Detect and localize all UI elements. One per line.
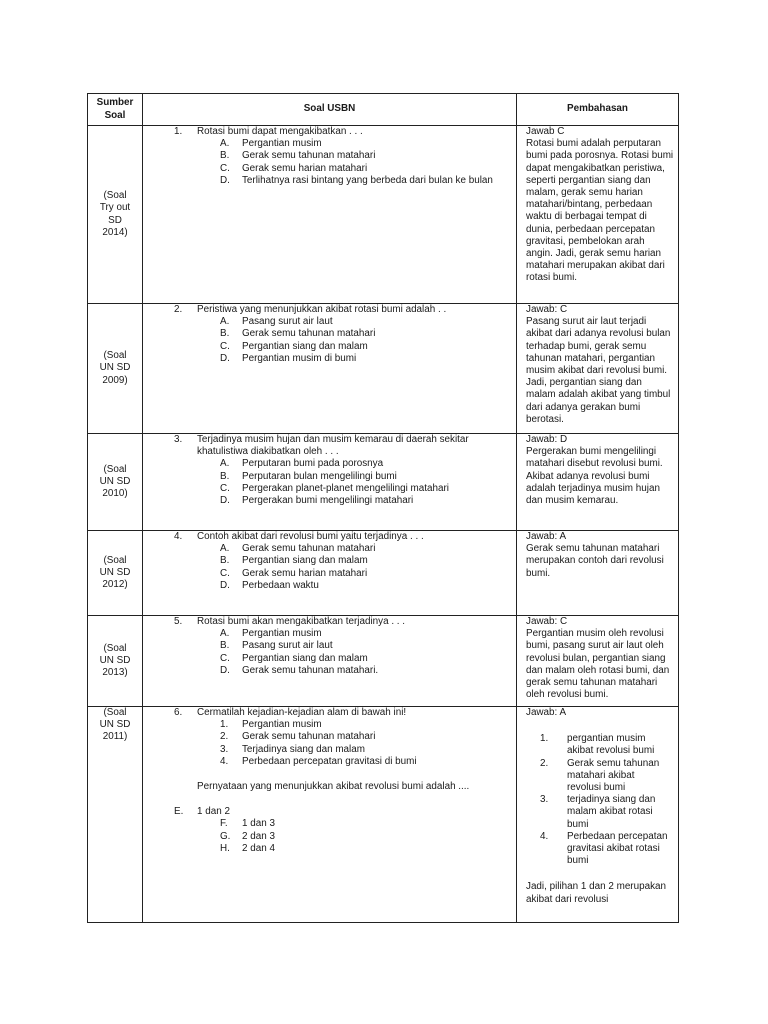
question-text: Rotasi bumi dapat mengakibatkan . . .	[197, 126, 363, 137]
event-text: Pergantian musim	[242, 719, 322, 731]
option-text: 1 dan 2	[197, 806, 230, 818]
explanation-text: Rotasi bumi adalah perputaran bumi pada porosnya. Rotasi bumi dapat mengakibatkan peristiwa, seperti pergantian siang dan malam, gerak semu harian matahari/bintang, perbedaan waktu di berbagai tempat di dunia, perbedaan percepatan gravitasi, pembelokan arah angin. Jadi, gerak semu harian matahari merupakan akibat dari rotasi bumi.	[526, 138, 674, 284]
question-table	[87, 93, 679, 923]
header-discussion: Pembahasan	[517, 94, 679, 126]
table-row	[88, 616, 679, 707]
option-text: Pergerakan bumi mengelilingi matahari	[242, 495, 414, 507]
option-text: Gerak semu tahunan matahari.	[242, 664, 379, 676]
question-number: 3.	[174, 434, 183, 445]
explanation-list	[526, 733, 674, 867]
answer-label: Jawab: C	[526, 304, 568, 315]
question-cell: 4. Contoh akibat dari revolusi bumi yaitu terjadinya . . . A. Gerak semu tahunan matahari B. Pergantian siang dan malam C. Gerak semu harian matahari D. Perbedaan waktu	[143, 531, 517, 616]
option-text: Pergantian siang dan malam	[242, 555, 368, 567]
option-text: Pergantian musim	[242, 138, 322, 150]
question-text: Terjadinya musim hujan dan musim kemarau di daerah sekitar	[197, 434, 469, 445]
question-cell: 2. Peristiwa yang menunjukkan akibat rotasi bumi adalah . . A. Pasang surut air laut B. Gerak semu tahunan matahari C. Pergantian siang dan malam D. Pergantian musim di bumi	[143, 304, 517, 434]
discussion-cell	[517, 616, 679, 707]
discussion-cell	[517, 434, 679, 531]
source-cell: (Soal UN SD 2011)	[88, 707, 143, 923]
conclusion-text: Jadi, pilihan 1 dan 2 merupakan akibat dari revolusi	[526, 881, 666, 905]
list-item: 4. Perbedaan percepatan gravitasi akibat rotasi bumi	[540, 830, 668, 867]
question-cell: 5. Rotasi bumi akan mengakibatkan terjadinya . . . A. Pergantian musim B. Pasang surut air laut C. Pergantian siang dan malam D. Gerak semu tahunan matahari.	[143, 616, 517, 707]
statement-text: Pernyataan yang menunjukkan akibat revolusi bumi adalah ....	[197, 781, 470, 793]
header-source: Sumber Soal	[88, 94, 143, 126]
question-cell: 1. Rotasi bumi dapat mengakibatkan . . . A. Pergantian musim B. Gerak semu tahunan matahari C. Gerak semu harian matahari D. Terlihatnya rasi bintang yang berbeda dari bulan ke bulan	[143, 126, 517, 304]
question-cell: 3. Terjadinya musim hujan dan musim kemarau di daerah sekitar khatulistiwa diakibatkan oleh . . . A. Perputaran bumi pada porosnya B. Perputaran bulan mengelilingi bumi C. Pergerakan planet-planet mengelilingi matahari D. Pergerakan bumi mengelilingi matahari	[143, 434, 517, 531]
question-number: 5.	[174, 616, 183, 627]
option-text: Gerak semu tahunan matahari	[242, 150, 376, 162]
answer-label: Jawab: C	[526, 616, 568, 627]
question-number: 6.	[174, 707, 183, 718]
option-text: Perputaran bumi pada porosnya	[242, 458, 384, 470]
table-row	[88, 434, 679, 531]
question-number: 2.	[174, 304, 183, 315]
option-text: Gerak semu tahunan matahari	[242, 543, 376, 555]
list-item: 2. Gerak semu tahunan matahari akibat revolusi bumi	[540, 757, 660, 794]
option-text: Gerak semu tahunan matahari	[242, 328, 376, 340]
answer-label: Jawab: A	[526, 707, 567, 718]
explanation-text: Pergerakan bumi mengelilingi matahari disebut revolusi bumi. Akibat adanya revolusi bumi adalah terjadinya musim hujan dan musim kemarau.	[526, 446, 663, 507]
option-text: Terlihatnya rasi bintang yang berbeda dari bulan ke bulan	[242, 174, 493, 186]
option-text: Perputaran bulan mengelilingi bumi	[242, 470, 397, 482]
question-number: 4.	[174, 531, 183, 542]
event-text: Perbedaan percepatan gravitasi di bumi	[242, 755, 417, 767]
question-text: Peristiwa yang menunjukkan akibat rotasi bumi adalah . .	[197, 304, 447, 315]
list-item: 1. pergantian musim akibat revolusi bumi	[540, 733, 655, 757]
question-text: Rotasi bumi akan mengakibatkan terjadinya . . .	[197, 616, 406, 627]
option-text: 1 dan 3	[242, 818, 275, 830]
option-text: Pergantian siang dan malam	[242, 652, 368, 664]
table-row	[88, 531, 679, 616]
table-row	[88, 304, 679, 434]
event-text: Gerak semu tahunan matahari	[242, 731, 376, 743]
table-row	[88, 126, 679, 304]
source-cell: (Soal UN SD 2013)	[88, 616, 143, 707]
option-text: Pasang surut air laut	[242, 640, 333, 652]
discussion-cell	[517, 304, 679, 434]
option-text: Pergantian siang dan malam	[242, 340, 368, 352]
option-text: Pergerakan planet-planet mengelilingi matahari	[242, 482, 449, 494]
answer-label: Jawab: D	[526, 434, 568, 445]
table-header-row	[88, 94, 679, 126]
option-text: Gerak semu harian matahari	[242, 567, 368, 579]
source-cell: (Soal UN SD 2012)	[88, 531, 143, 616]
discussion-cell	[517, 531, 679, 616]
option-text: Pergantian musim	[242, 628, 322, 640]
answer-label: Jawab: A	[526, 531, 567, 542]
explanation-text: Pasang surut air laut terjadi akibat dari adanya revolusi bulan terhadap bumi, gerak semu tahunan matahari, pergantian musim akibat dari revolusi bumi. Jadi, pergantian siang dan malam adalah akibat yang timbul dari adanya gerakan bumi berotasi.	[526, 316, 671, 425]
source-cell: (Soal UN SD 2009)	[88, 304, 143, 434]
discussion-cell	[517, 707, 679, 923]
table-row	[88, 707, 679, 923]
explanation-text: Gerak semu tahunan matahari merupakan contoh dari revolusi bumi.	[526, 543, 664, 579]
discussion-cell	[517, 126, 679, 304]
answer-label: Jawab C	[526, 126, 565, 137]
option-text: Pasang surut air laut	[242, 316, 333, 328]
option-text: Pergantian musim di bumi	[242, 352, 357, 364]
header-question: Soal USBN	[143, 94, 517, 126]
option-text: Perbedaan waktu	[242, 579, 319, 591]
option-text: 2 dan 4	[242, 842, 275, 854]
question-cell: 6. Cermatilah kejadian-kejadian alam di bawah ini! 1. Pergantian musim 2. Gerak semu tahunan matahari 3. Terjadinya siang dan malam 4. Perbedaan percepatan gravitasi di bumi Pernyataan yang menunjukkan akibat revolusi bumi adalah .... E. 1 dan 2 F. 1 dan 3 G. 2 dan 3 H. 2 dan 4	[143, 707, 517, 923]
explanation-text: Pergantian musim oleh revolusi bumi, pasang surut air laut oleh revolusi bulan, pergantian siang dan malam oleh rotasi bumi, dan gerak semu tahunan matahari oleh revolusi bumi.	[526, 628, 670, 701]
option-text: Gerak semu harian matahari	[242, 162, 368, 174]
question-text: Cermatilah kejadian-kejadian alam di bawah ini!	[197, 707, 407, 718]
event-text: Terjadinya siang dan malam	[242, 743, 365, 755]
question-number: 1.	[174, 126, 183, 137]
source-cell: (Soal UN SD 2010)	[88, 434, 143, 531]
question-text: Contoh akibat dari revolusi bumi yaitu terjadinya . . .	[197, 531, 424, 542]
question-text-continued: khatulistiwa diakibatkan oleh . . .	[197, 446, 339, 458]
list-item: 3. terjadinya siang dan malam akibat rotasi bumi	[540, 794, 656, 830]
option-text: 2 dan 3	[242, 830, 275, 842]
source-cell: (Soal Try out SD 2014)	[88, 126, 143, 304]
